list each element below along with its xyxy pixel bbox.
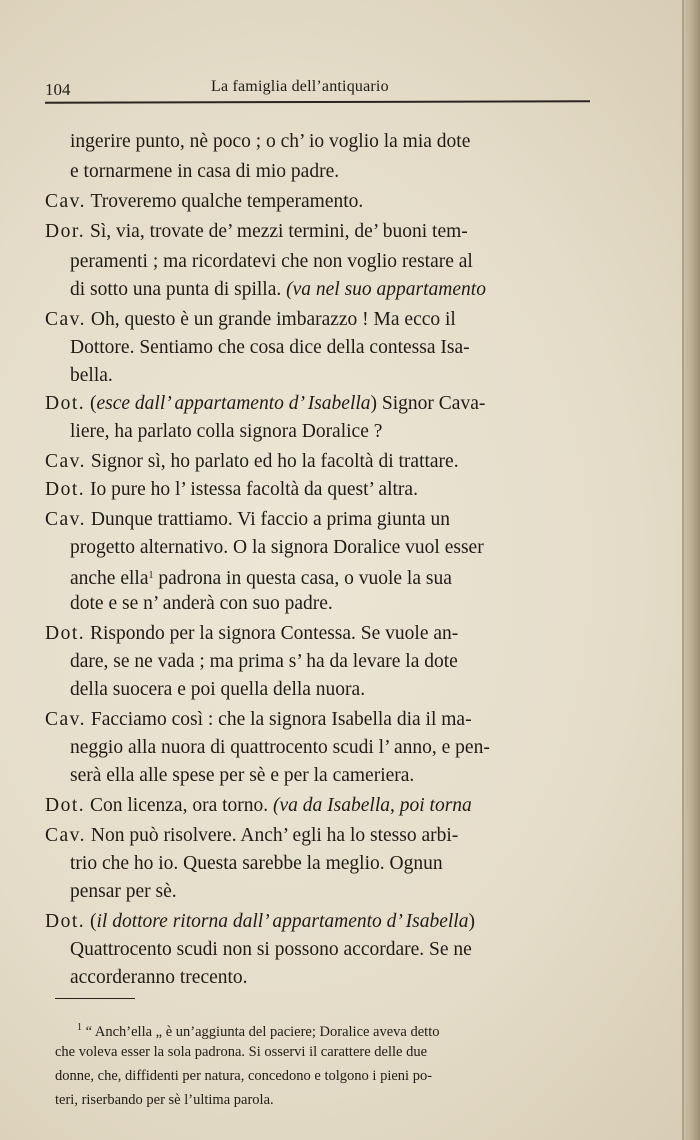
dialogue-line: Cav. Oh, questo è un grande imbarazzo ! Ma ecco il <box>45 309 456 330</box>
dialogue-line: Dot. Con licenza, ora torno. (va da Isabella, poi torna <box>45 795 472 816</box>
stage-direction: esce dall’ appartamento d’ Isabella <box>96 393 371 414</box>
footnote-rule <box>55 998 135 999</box>
speaker-name: Cav. <box>45 825 87 846</box>
speaker-name: Dot. <box>45 795 86 816</box>
footnote-line: $^1$ “ Anch’ella „ è un’aggiunta del paciere; Doralice aveva detto <box>77 1022 440 1040</box>
text-line: Dottore. Sentiamo che cosa dice della contessa Isa- <box>70 337 470 358</box>
speaker-name: Dor. <box>45 221 86 242</box>
dialogue-line: Dot. (esce dall’ appartamento d’ Isabella) Signor Cava- <box>45 393 486 414</box>
text-line: dare, se ne vada ; ma prima s’ ha da levare la dote <box>70 651 458 672</box>
stage-direction: il dottore ritorna dall’ appartamento d’ Isabella <box>96 911 469 932</box>
dialogue-line: Dor. Sì, via, trovate de’ mezzi termini, de’ buoni tem- <box>45 221 468 242</box>
text-line: di sotto una punta di spilla. (va nel suo appartamento <box>70 279 486 300</box>
text-line: Quattrocento scudi non si possono accordare. Se ne <box>70 939 472 960</box>
footnote-line: che voleva esser la sola padrona. Si osservi il carattere delle due <box>55 1044 428 1060</box>
text-line: liere, ha parlato colla signora Doralice ? <box>70 421 383 442</box>
dialogue-line: Cav. Non può risolvere. Anch’ egli ha lo stesso arbi- <box>45 825 459 846</box>
stage-direction: (va nel suo appartamento <box>286 279 486 300</box>
speaker-name: Cav. <box>45 191 87 212</box>
page-number: 104 <box>45 80 71 99</box>
text-line: accorderanno trecento. <box>70 967 248 988</box>
text-line: anche ella$^1$ padrona in questa casa, o vuole la sua <box>70 568 452 589</box>
text-line: trio che ho io. Questa sarebbe la meglio. Ognun <box>70 853 443 874</box>
text-line: pensar per sè. <box>70 881 177 902</box>
dialogue-line: Dot. Rispondo per la signora Contessa. Se vuole an- <box>45 623 459 644</box>
speaker-name: Cav. <box>45 309 87 330</box>
text-line: neggio alla nuora di quattrocento scudi l’ anno, e pen- <box>70 737 490 758</box>
text-line: ingerire punto, nè poco ; o ch’ io voglio la mia dote <box>70 131 471 152</box>
text-line: serà ella alle spese per sè e per la cameriera. <box>70 765 415 786</box>
dialogue-line: Cav. Facciamo così : che la signora Isabella dia il ma- <box>45 709 472 730</box>
speaker-name: Dot. <box>45 393 86 414</box>
dialogue-line: Dot. Io pure ho l’ istessa facoltà da quest’ altra. <box>45 479 418 500</box>
speaker-name: Dot. <box>45 911 86 932</box>
footnote-marker: 1 <box>77 1022 82 1033</box>
speaker-name: Cav. <box>45 451 87 472</box>
stage-direction: (va da Isabella, poi torna <box>273 795 472 816</box>
text-line: peramenti ; ma ricordatevi che non voglio restare al <box>70 251 473 272</box>
text-line: della suocera e poi quella della nuora. <box>70 679 366 700</box>
footnote-ref: 1 <box>148 570 154 581</box>
dialogue-line: Dot. (il dottore ritorna dall’ appartamento d’ Isabella) <box>45 911 475 932</box>
dialogue-line: Cav. Troveremo qualche temperamento. <box>45 191 364 212</box>
speaker-name: Dot. <box>45 479 86 500</box>
speaker-name: Cav. <box>45 509 87 530</box>
speaker-name: Cav. <box>45 709 87 730</box>
text-line: progetto alternativo. O la signora Doralice vuol esser <box>70 537 484 558</box>
text-line: e tornarmene in casa di mio padre. <box>70 161 340 182</box>
footnote-line: donne, che, diffidenti per natura, concedono e tolgono i pieni po- <box>55 1068 433 1084</box>
dialogue-line: Cav. Signor sì, ho parlato ed ho la facoltà di trattare. <box>45 451 459 472</box>
header-rule <box>45 100 590 103</box>
text-line: bella. <box>70 365 113 386</box>
dialogue-line: Cav. Dunque trattiamo. Vi faccio a prima giunta un <box>45 509 451 530</box>
footnote-line: teri, riserbando per sè l’ultima parola. <box>55 1092 274 1108</box>
speaker-name: Dot. <box>45 623 86 644</box>
page-edge <box>682 0 700 1140</box>
running-title: La famiglia dell’antiquario <box>211 78 389 95</box>
page-header <box>45 76 590 100</box>
text-line: dote e se n’ anderà con suo padre. <box>70 593 333 614</box>
